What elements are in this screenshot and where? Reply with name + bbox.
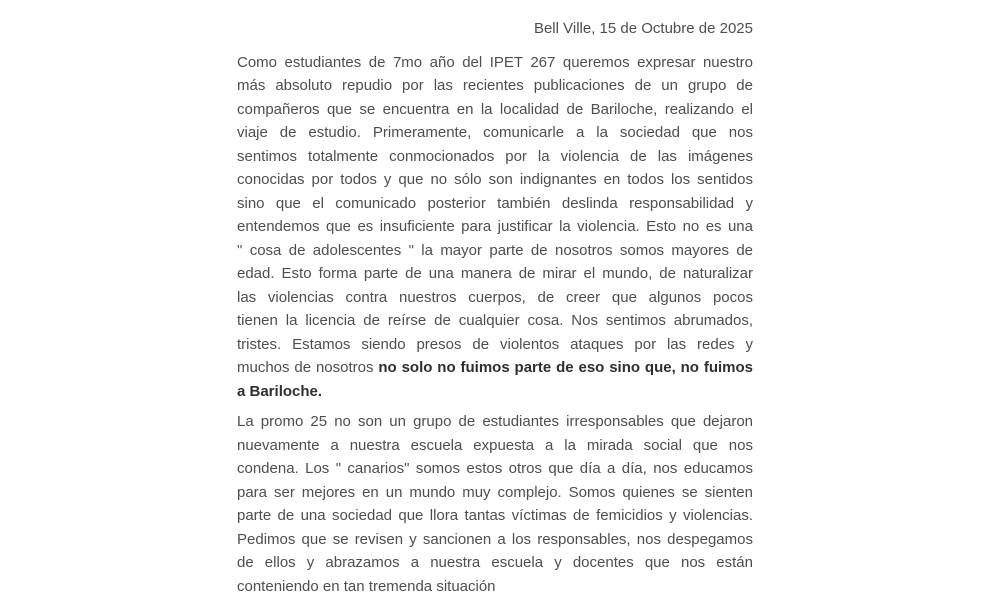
text-segment: conocidas por todos y que no sólo son indignantes en todos los sentidos xyxy=(237,171,753,188)
text-segment: las violencias contra nuestros cuerpos, de creer que algunos pocos xyxy=(237,288,753,306)
text-segment: tienen la licencia de reírse de cualquier cosa. Nos sentimos abrumados, xyxy=(237,312,753,329)
text-line xyxy=(237,380,753,404)
text-segment: sino que el comunicado posterior también deslinda responsabilidad y xyxy=(237,194,753,212)
text-segment: condena. Los " canarios" somos estos otros que día a día, nos educamos xyxy=(237,460,753,477)
text-line xyxy=(237,286,753,310)
text-segment: Pedimos que se revisen y sancionen a los responsables, nos despegamos xyxy=(237,530,753,548)
text-line xyxy=(237,434,753,458)
text-line xyxy=(237,457,753,481)
text-line xyxy=(237,98,753,122)
date-line: Bell Ville, 15 de Octubre de 2025 xyxy=(533,20,753,37)
text-line xyxy=(237,74,753,98)
text-line xyxy=(237,309,753,333)
text-line xyxy=(237,481,753,505)
text-segment: viaje de estudio. Primeramente, comunicarle a la sociedad que nos xyxy=(237,124,753,141)
text-segment: " cosa de adolescentes " la mayor parte de nosotros somos mayores de xyxy=(237,241,753,259)
text-line xyxy=(237,51,753,75)
text-segment: muchos de nosotros xyxy=(237,359,379,376)
text-segment: conteniendo en tan tremenda situación xyxy=(237,577,496,595)
paragraph xyxy=(237,410,753,598)
text-segment: para ser mejores en un mundo muy complejo. Somos quienes se sienten xyxy=(237,483,753,501)
text-line xyxy=(237,551,753,575)
text-line xyxy=(237,239,753,263)
text-segment: de ellos y abrazamos a nuestra escuela y docentes que nos están xyxy=(237,554,753,571)
text-segment: entendemos que es insuficiente para justificar la violencia. Esto no es una xyxy=(237,218,753,235)
text-line xyxy=(237,504,753,528)
text-line xyxy=(237,192,753,216)
text-line xyxy=(237,168,753,192)
text-line xyxy=(237,121,753,145)
text-line xyxy=(237,215,753,239)
text-segment: Como estudiantes de 7mo año del IPET 267 queremos expresar nuestro xyxy=(237,53,753,71)
text-line xyxy=(237,575,753,599)
text-line xyxy=(237,528,753,552)
text-segment: tristes. Estamos siendo presos de violentos ataques por las redes y xyxy=(237,335,753,353)
text-segment: más absoluto repudio por las recientes publicaciones de un grupo de xyxy=(237,77,753,94)
text-line xyxy=(237,356,753,380)
text-line xyxy=(237,333,753,357)
bold-text-segment: no solo no fuimos parte de eso sino que, no fuimos xyxy=(378,359,753,376)
text-segment: edad. Esto forma parte de una manera de mirar el mundo, de naturalizar xyxy=(237,265,753,282)
text-segment: compañeros que se encuentra en la localidad de Bariloche, realizando el xyxy=(237,100,753,118)
text-line xyxy=(237,262,753,286)
letter-document xyxy=(237,0,753,598)
bold-text-segment: a Bariloche. xyxy=(237,382,323,400)
text-segment: La promo 25 no son un grupo de estudiantes irresponsables que dejaron xyxy=(237,413,753,430)
paragraph xyxy=(237,51,753,404)
text-segment: sentimos totalmente conmocionados por la violencia de las imágenes xyxy=(237,147,753,165)
letter-body xyxy=(237,51,753,599)
text-segment: parte de una sociedad que llora tantas víctimas de femicidios y violencias. xyxy=(237,507,753,524)
text-line xyxy=(237,145,753,169)
text-line xyxy=(237,410,753,434)
text-segment: nuevamente a nuestra escuela expuesta a la mirada social que nos xyxy=(237,436,753,454)
